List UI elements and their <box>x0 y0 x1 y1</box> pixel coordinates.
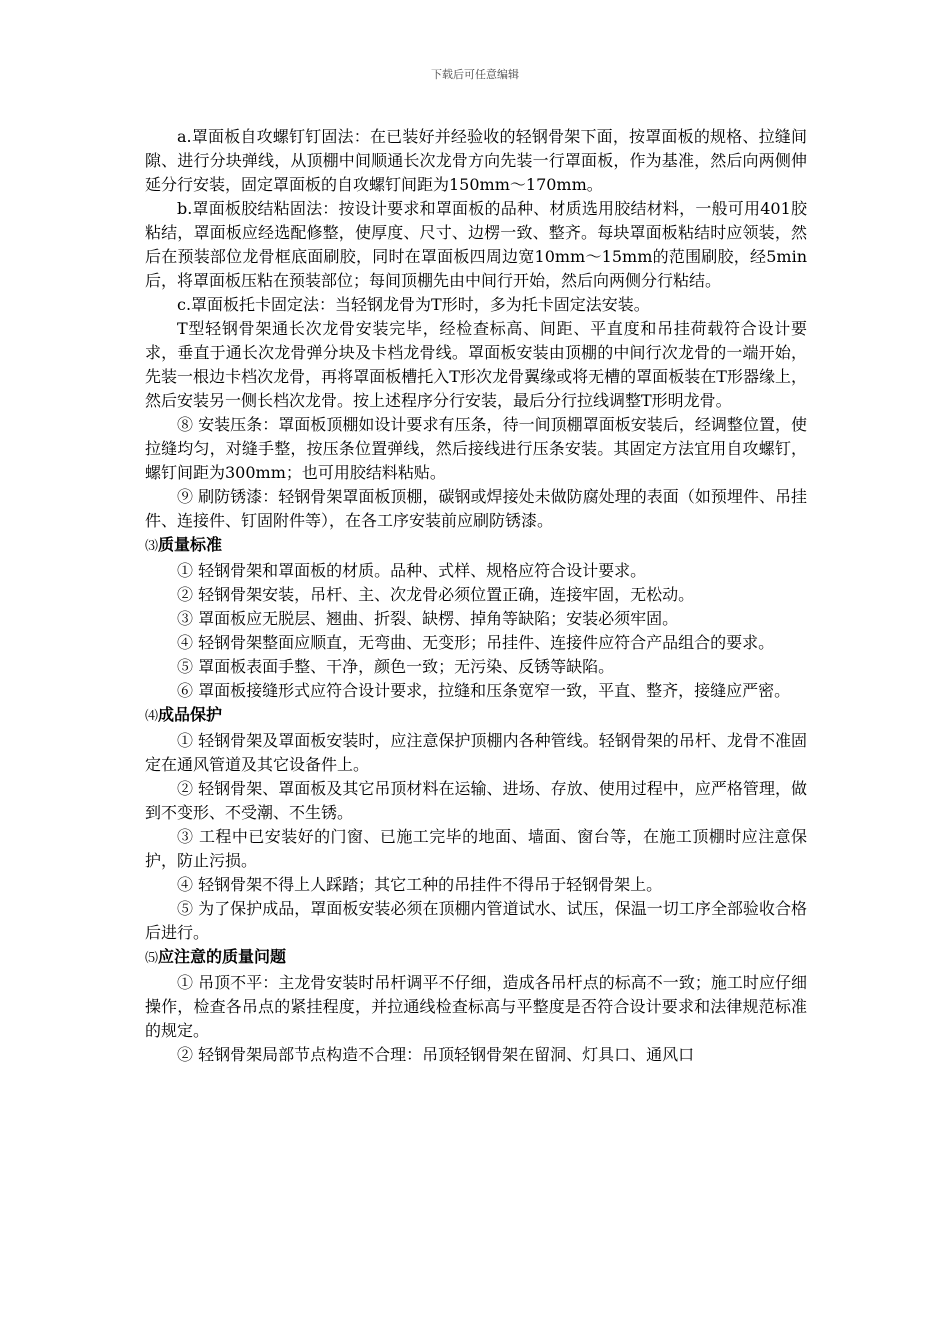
paragraph: b.罩面板胶结粘固法：按设计要求和罩面板的品种、材质选用胶结材料，一般可用401胶粘结，罩面板应经选配修整，使厚度、尺寸、边楞一致、整齐。每块罩面板粘结时应领装，然后在预装部位龙骨框底面刷胶，同时在罩面板四周边宽10mm～15mm的范围刷胶，经5min后，将罩面板压粘在预装部位；每间顶棚先由中间行开始，然后向两侧分行粘结。 <box>145 199 807 290</box>
section-title: 成品保护 <box>158 705 223 724</box>
section-title: 应注意的质量问题 <box>158 947 287 966</box>
section-heading <box>145 703 807 729</box>
list-item: ② 轻钢骨架安装，吊杆、主、次龙骨必须位置正确，连接牢固，无松动。 <box>177 585 695 604</box>
list-item: ④ 轻钢骨架不得上人踩踏；其它工种的吊挂件不得吊于轻钢骨架上。 <box>177 875 663 894</box>
section-title: 质量标准 <box>158 535 223 554</box>
list-item: ③ 罩面板应无脱层、翘曲、折裂、缺楞、掉角等缺陷；安装必须牢固。 <box>177 609 679 628</box>
list-item: ⑤ 罩面板表面手整、干净，颜色一致；无污染、反锈等缺陷。 <box>177 657 615 676</box>
section-number: ⑸ <box>145 951 159 966</box>
list-item: ⑥ 罩面板接缝形式应符合设计要求，拉缝和压条宽窄一致，平直、整齐，接缝应严密。 <box>177 681 791 700</box>
list-item: ① 轻钢骨架和罩面板的材质。品种、式样、规格应符合设计要求。 <box>177 561 647 580</box>
section-heading <box>145 945 807 971</box>
paragraph: a.罩面板自攻螺钉钉固法：在已装好并经验收的轻钢骨架下面，按罩面板的规格、拉缝间隙、进行分块弹线，从顶棚中间顺通长次龙骨方向先装一行罩面板，作为基准，然后向两侧伸延分行安装，固定罩面板的自攻螺钉间距为150mm～170mm。 <box>145 127 807 194</box>
list-item: ③ 工程中已安装好的门窗、已施工完毕的地面、墙面、窗台等，在施工顶棚时应注意保护，防止污损。 <box>145 827 807 870</box>
section-number: ⑷ <box>145 709 159 724</box>
paragraph: ⑧ 安装压条：罩面板顶棚如设计要求有压条，待一间顶棚罩面板安装后，经调整位置，使拉缝均匀，对缝手整，按压条位置弹线，然后接线进行压条安装。其固定方法宜用自攻螺钉，螺钉间距为300mm；也可用胶结料粘贴。 <box>145 415 807 482</box>
list-item: ② 轻钢骨架、罩面板及其它吊顶材料在运输、进场、存放、使用过程中，应严格管理，做到不变形、不受潮、不生锈。 <box>145 779 807 822</box>
list-item: ② 轻钢骨架局部节点构造不合理：吊顶轻钢骨架在留洞、灯具口、通风口 <box>177 1045 695 1064</box>
paragraph: ⑨ 刷防锈漆：轻钢骨架罩面板顶棚，碳钢或焊接处未做防腐处理的表面（如预埋件、吊挂件、连接件、钉固附件等），在各工序安装前应刷防锈漆。 <box>145 487 807 530</box>
list-item: ① 轻钢骨架及罩面板安装时，应注意保护顶棚内各种管线。轻钢骨架的吊杆、龙骨不准固定在通风管道及其它设备件上。 <box>145 731 807 774</box>
section-heading <box>145 533 807 559</box>
list-item: ① 吊顶不平：主龙骨安装时吊杆调平不仔细，造成各吊杆点的标高不一致；施工时应仔细操作，检查各吊点的紧挂程度，并拉通线检查标高与平整度是否符合设计要求和法律规范标准的规定。 <box>145 973 807 1040</box>
paragraph: T型轻钢骨架通长次龙骨安装完毕，经检查标高、间距、平直度和吊挂荷载符合设计要求，垂直于通长次龙骨弹分块及卡档龙骨线。罩面板安装由顶棚的中间行次龙骨的一端开始，先装一根边卡档次龙骨，再将罩面板槽托入T形次龙骨翼缘或将无槽的罩面板装在T形器缘上，然后安装另一侧长档次龙骨。按上述程序分行安装，最后分行拉线调整T形明龙骨。 <box>145 319 807 410</box>
section-number: ⑶ <box>145 539 159 554</box>
list-item: ④ 轻钢骨架整面应顺直，无弯曲、无变形；吊挂件、连接件应符合产品组合的要求。 <box>177 633 775 652</box>
paragraph: c.罩面板托卡固定法：当轻钢龙骨为T形时，多为托卡固定法安装。 <box>177 295 650 314</box>
list-item: ⑤ 为了保护成品，罩面板安装必须在顶棚内管道试水、试压，保温一切工序全部验收合格后进行。 <box>145 899 807 942</box>
document-body <box>145 125 807 1067</box>
page-header: 下载后可任意编辑 <box>431 68 519 81</box>
